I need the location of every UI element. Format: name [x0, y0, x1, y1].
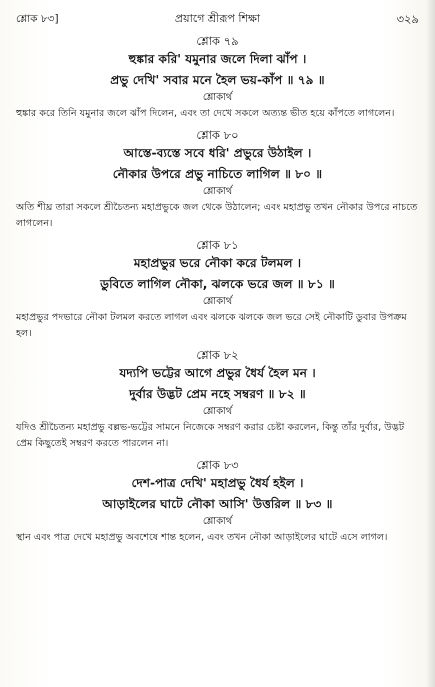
verse-number: শ্লোক ৮১ [196, 238, 239, 252]
translation-label: শ্লোকার্থ [202, 406, 233, 417]
translation-text: অতি শীঘ্র তারা সকলে শ্রীচৈতন্য মহাপ্রভুকে জল থেকে উঠালেন; এবং মহাপ্রভু তখন নৌকার উপরে নাচতে লাগলেন। [16, 202, 418, 229]
translation-label: শ্লোকার্থ [202, 186, 233, 197]
verse-block-80 [16, 128, 419, 232]
verse-line: দুর্বার উদ্ভট প্রেম নহে সম্বরণ ॥ ৮২ ॥ [129, 387, 306, 401]
translation-label: শ্লোকার্থ [202, 92, 233, 103]
verse-line: হুঙ্কার করি' যমুনার জলে দিলা ঝাঁপ । [128, 52, 307, 66]
verse-line: প্রভু দেখি' সবার মনে হৈল ভয়-কাঁপ ॥ ৭৯ ॥ [110, 73, 325, 87]
translation-label: শ্লোকার্থ [202, 296, 233, 307]
running-header [16, 12, 419, 28]
verse-number: শ্লোক ৮৩ [196, 458, 239, 472]
verse-line: দেশ-পাত্র দেখি' মহাপ্রভু ধৈর্য হইল । [131, 476, 304, 490]
verse-number: শ্লোক ৮২ [196, 348, 239, 362]
verse-block-83 [16, 458, 419, 546]
verse-number: শ্লোক ৮০ [196, 128, 239, 142]
page-number: ৩২৯ [396, 12, 419, 26]
verse-number: শ্লোক ৭৯ [196, 34, 239, 48]
verse-block-82 [16, 348, 419, 452]
verse-line: মহাপ্রভুর ভরে নৌকা করে টলমল । [133, 256, 302, 270]
translation-text: স্থান এবং পাত্র দেখে মহাপ্রভু অবশেষে শান্ত হলেন, এবং তখন নৌকা আড়াইলের ঘাটে এসে লাগল। [16, 532, 388, 543]
verse-line: আস্তে-ব্যস্তে সবে ধরি' প্রভুরে উঠাইল । [123, 146, 312, 160]
verse-block-81 [16, 238, 419, 342]
translation-text: হুঙ্কার করে তিনি যমুনার জলে ঝাঁপ দিলেন, এবং তা দেখে সকলে অত্যন্ত ভীত হয়ে কাঁপতে লাগলেন। [16, 108, 395, 119]
header-chapter-title: প্রয়াগে শ্রীরূপ শিক্ষা [174, 12, 261, 25]
verse-line: আড়াইলের ঘাটে নৌকা আসি' উত্তরিল ॥ ৮৩ ॥ [102, 497, 333, 511]
translation-text: যদিও শ্রীচৈতন্য মহাপ্রভু বল্লভ-ভট্টের সামনে নিজেকে সম্বরণ করার চেষ্টা করলেন, কিন্তু তাঁর দুর্বার, উদ্ভট প্রেম কিছুতেই সম্বরণ করতে পারলেন না। [16, 422, 405, 449]
verse-line: নৌকার উপরে প্রভু নাচিতে লাগিল ॥ ৮০ ॥ [112, 167, 323, 181]
header-verse-range: শ্লোক ৮৩] [16, 13, 59, 25]
verse-line: ডুবিতে লাগিল নৌকা, ঝলকে ভরে জল ॥ ৮১ ॥ [100, 277, 335, 291]
translation-text: মহাপ্রভুর পদভারে নৌকা টলমল করতে লাগল এবং ঝলকে ঝলকে জল ভরে সেই নৌকাটি ডুবার উপক্রম হল। [16, 312, 407, 339]
verse-block-79 [16, 34, 419, 122]
translation-label: শ্লোকার্থ [202, 516, 233, 527]
verse-line: যদ্যপি ভট্টের আগে প্রভুর ধৈর্য হৈল মন । [119, 366, 316, 380]
